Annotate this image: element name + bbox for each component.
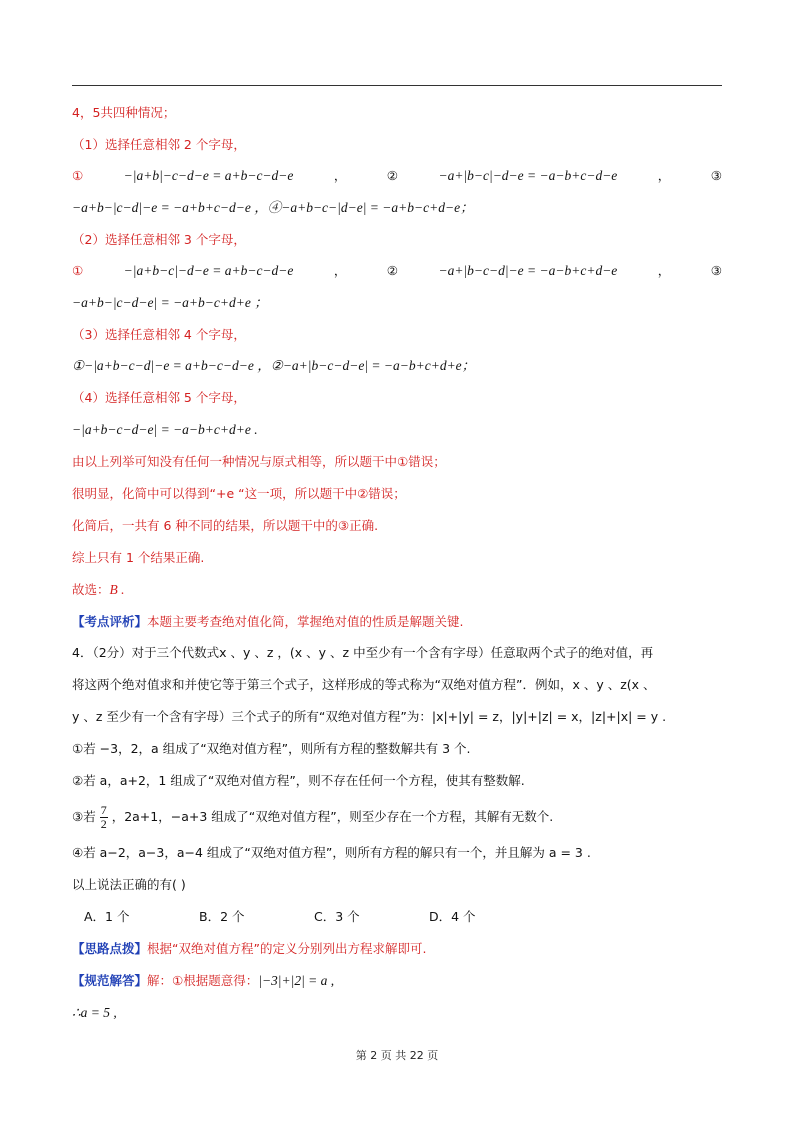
separator: ， xyxy=(333,168,347,183)
question-text: y 、z 至少有一个含有字母）三个式子的所有“双绝对值方程”为：|x|+|y| = z，|y|+|z| = x，|z|+|x| = y . xyxy=(72,709,667,724)
page-footer: 第 2 页 共 22 页 xyxy=(355,1049,439,1062)
option-d[interactable]: D．4 个 xyxy=(429,909,476,924)
solution-tag: 【规范解答】 xyxy=(72,973,148,988)
math-line: ①−|a+b−c−d|−e = a+b−c−d−e ，②−a+|b−c−d−e| = −a−b+c+d+e； xyxy=(72,358,476,373)
math-line: −|a+b−c−d−e| = −a−b+c+d+e . xyxy=(72,422,258,437)
solution-equation: |−3|+|2| = a , xyxy=(258,973,335,988)
hint-text: 根据“双绝对值方程”的定义分别列出方程求解即可. xyxy=(147,941,427,956)
fraction-denominator: 2 xyxy=(100,817,107,831)
conclusion-line: 综上只有 1 个结果正确. xyxy=(72,550,205,565)
circled-marker: ① xyxy=(72,263,84,278)
equation: −a+|b−c|−d−e = −a−b+c−d−e xyxy=(438,168,618,183)
statement-3-rest: ，2a+1，−a+3 组成了“双绝对值方程”，则至少存在一个方程，其解有无数个. xyxy=(111,809,554,824)
option-c[interactable]: C．3 个 xyxy=(314,909,360,924)
case-heading: （1）选择任意相邻 2 个字母， xyxy=(72,137,246,152)
conclusion-line: 由以上列举可知没有任何一种情况与原式相等，所以题干中①错误； xyxy=(72,454,446,469)
comment-line xyxy=(72,612,732,633)
math-line: −a+b−|c−d−e| = −a+b−c+d+e ； xyxy=(72,295,268,310)
circled-marker: ② xyxy=(386,263,399,278)
answer-label: 故选： xyxy=(72,582,110,597)
statement-2: ②若 a，a+2，1 组成了“双绝对值方程”，则不存在任何一个方程，使其有整数解. xyxy=(72,773,525,788)
equation: −a+|b−c−d|−e = −a−b+c+d−e xyxy=(438,263,618,278)
question-text: 4．（2分）对于三个代数式x 、y 、z ，(x 、y 、z 中至少有一个含有字母）任意取两个式子的绝对值，再 xyxy=(72,645,654,660)
equation: −|a+b−c|−d−e = a+b−c−d−e xyxy=(123,263,294,278)
text-line: 4，5共四种情况； xyxy=(72,105,176,120)
statement-3 xyxy=(72,803,732,831)
circled-marker: ② xyxy=(386,168,399,183)
equation: −|a+b|−c−d−e = a+b−c−d−e xyxy=(123,168,294,183)
case-heading: （2）选择任意相邻 3 个字母， xyxy=(72,232,246,247)
circled-marker: ③ xyxy=(710,168,722,183)
option-b[interactable]: B．2 个 xyxy=(199,909,245,924)
option-a[interactable]: A．1 个 xyxy=(84,909,130,924)
solution-line xyxy=(72,971,732,992)
circled-marker: ① xyxy=(72,168,84,183)
hint-tag: 【思路点拨】 xyxy=(72,941,148,956)
case-heading: （3）选择任意相邻 4 个字母， xyxy=(72,327,246,342)
comment-tag: 【考点评析】 xyxy=(72,614,148,629)
answer-options xyxy=(72,907,544,927)
header-rule xyxy=(72,85,722,86)
solution-result: ∴a = 5 , xyxy=(72,1005,117,1020)
math-line xyxy=(72,166,722,186)
solution-text: 解：①根据题意得： xyxy=(147,973,259,988)
separator: ， xyxy=(657,168,671,183)
fraction xyxy=(100,804,108,831)
question-prompt: 以上说法正确的有( ) xyxy=(72,877,186,892)
statement-3-prefix: ③若 xyxy=(72,809,96,824)
separator: ， xyxy=(333,263,347,278)
fraction-numerator: 7 xyxy=(100,803,107,817)
circled-marker: ③ xyxy=(710,263,722,278)
separator: ， xyxy=(657,263,671,278)
case-heading: （4）选择任意相邻 5 个字母， xyxy=(72,390,246,405)
answer-line xyxy=(72,580,732,601)
statement-4: ④若 a−2，a−3，a−4 组成了“双绝对值方程”，则所有方程的解只有一个，并且解为 a = 3 . xyxy=(72,845,591,860)
math-line: −a+b−|c−d|−e = −a+b+c−d−e ，④−a+b−c−|d−e| = −a+b−c+d−e； xyxy=(72,200,474,215)
conclusion-line: 化简后，一共有 6 种不同的结果，所以题干中的③正确. xyxy=(72,518,379,533)
statement-1: ①若 −3，2，a 组成了“双绝对值方程”，则所有方程的整数解共有 3 个. xyxy=(72,741,471,756)
hint-line xyxy=(72,939,732,960)
question-text: 将这两个绝对值求和并使它等于第三个式子，这样形成的等式称为“双绝对值方程”．例如，x 、y 、z(x 、 xyxy=(72,677,656,692)
conclusion-line: 很明显，化简中可以得到“+e “这一项，所以题干中②错误； xyxy=(72,486,406,501)
comment-text: 本题主要考查绝对值化简，掌握绝对值的性质是解题关键. xyxy=(147,614,464,629)
answer-value: B . xyxy=(109,582,125,597)
math-line xyxy=(72,261,722,281)
